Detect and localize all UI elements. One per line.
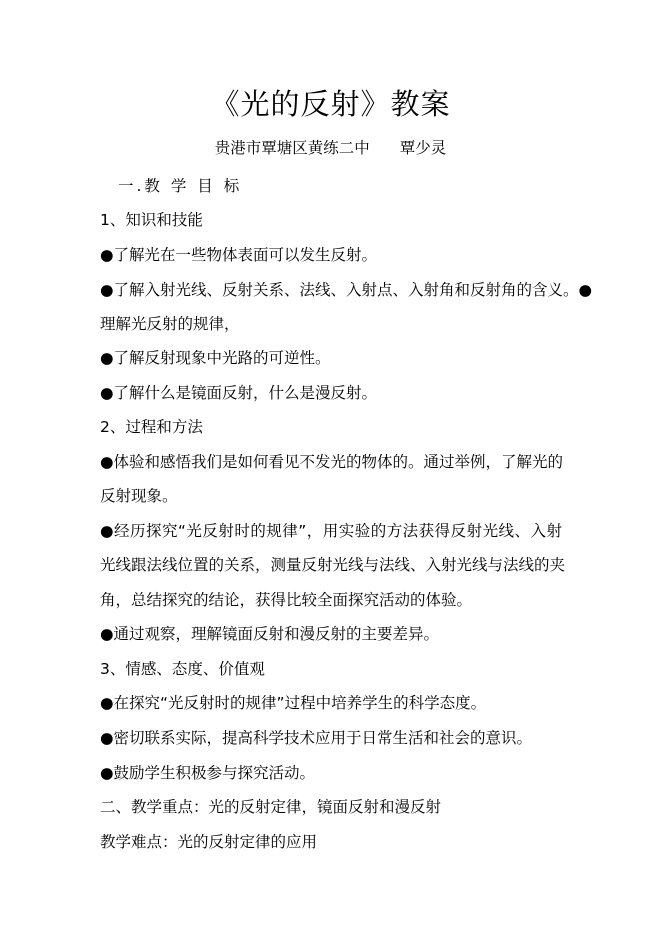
bullet-line: ●了解什么是镜面反射，什么是漫反射。	[100, 384, 378, 402]
bullet-line: ●通过观察，理解镜面反射和漫反射的主要差异。	[100, 625, 440, 643]
subsection-heading-process: 2、过程和方法	[100, 418, 203, 436]
section-heading-objectives: 一.教 学 目 标	[118, 177, 243, 195]
document-subtitle	[0, 136, 661, 160]
bullet-line: ●体验和感悟我们是如何看见不发光的物体的。通过举例，了解光的	[100, 453, 564, 471]
bullet-line-continued: 反射现象。	[100, 487, 178, 505]
subsection-heading-attitude: 3、情感、态度、价值观	[100, 660, 265, 678]
document-title: 《光的反射》教案	[210, 87, 451, 121]
author-name: 覃少灵	[399, 139, 447, 157]
bullet-line: ●了解反射现象中光路的可逆性。	[100, 349, 331, 367]
bullet-line: ●经历探究“光反射时的规律”，用实验的方法获得反射光线、入射	[100, 522, 562, 540]
bullet-line: ●了解光在一些物体表面可以发生反射。	[100, 246, 378, 264]
section-heading-difficulties: 教学难点：光的反射定律的应用	[100, 833, 318, 851]
bullet-line-continued: 光线跟法线位置的关系，测量反射光线与法线、入射光线与法线的夹	[100, 556, 566, 574]
subsection-heading-knowledge: 1、知识和技能	[100, 211, 203, 229]
bullet-line: ●鼓励学生积极参与探究活动。	[100, 764, 316, 782]
bullet-line-continued: 理解光反射的规律，	[100, 315, 240, 333]
bullet-line: ●在探究“光反射时的规律”过程中培养学生的科学态度。	[100, 694, 487, 712]
bullet-line: ●了解入射光线、反射关系、法线、入射点、入射角和反射角的含义。●	[100, 281, 593, 299]
school-name: 贵港市覃塘区黄练二中	[214, 139, 370, 157]
bullet-line: ●密切联系实际，提高科学技术应用于日常生活和社会的意识。	[100, 729, 533, 747]
bullet-line-continued: 角，总结探究的结论，获得比较全面探究活动的体验。	[100, 591, 473, 609]
section-heading-key-points: 二、教学重点：光的反射定律，镜面反射和漫反射	[100, 798, 442, 816]
